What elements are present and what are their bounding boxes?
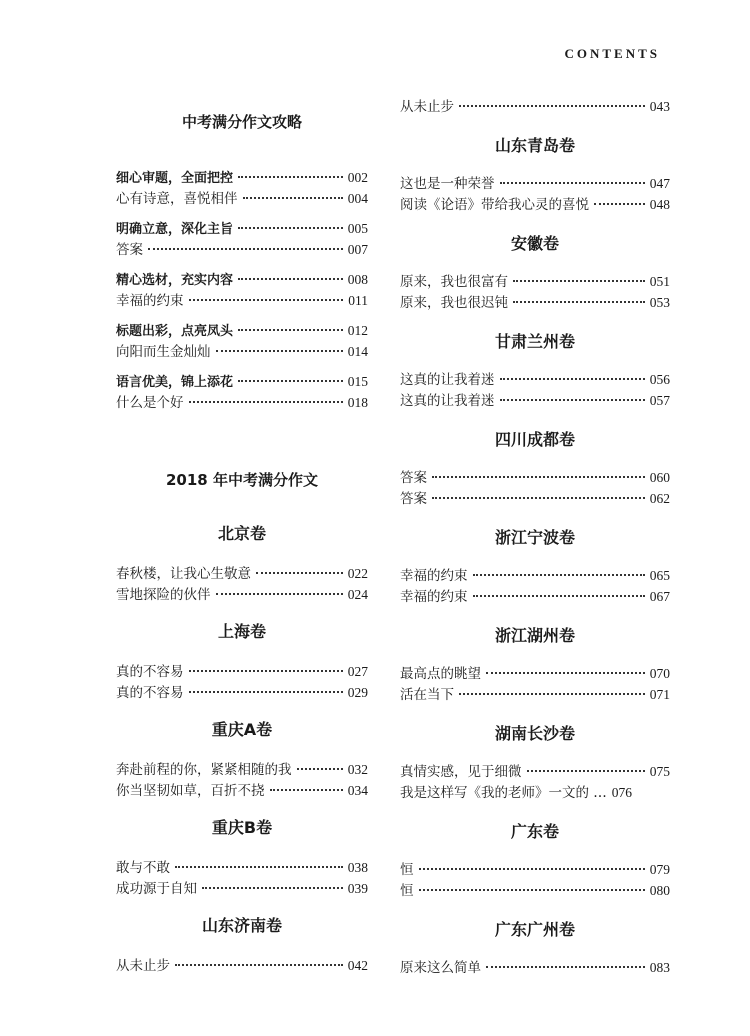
toc-entry[interactable] — [400, 859, 670, 880]
entry-title: 真的不容易 — [116, 685, 184, 701]
leader-dots — [473, 589, 645, 597]
entry-title: 细心审题，全面把控 — [116, 171, 234, 186]
entry-title: 恒 — [400, 883, 414, 899]
toc-entry[interactable] — [400, 194, 670, 215]
leader-dots — [202, 881, 343, 889]
entry-page: 065 — [649, 568, 670, 583]
entry-page: 024 — [347, 587, 368, 602]
entry-title: 最高点的眺望 — [400, 666, 481, 682]
entry-page: 076 — [611, 785, 633, 800]
toc-entry[interactable] — [400, 96, 670, 117]
toc-entry[interactable] — [400, 565, 670, 586]
section-title-beijing: 北京卷 — [217, 524, 266, 543]
toc-entry[interactable] — [400, 957, 670, 978]
leader-dots — [513, 274, 645, 282]
entry-page: 053 — [649, 295, 670, 310]
entry-title: 心有诗意，喜悦相伴 — [116, 191, 238, 207]
section-title-strategy: 中考满分作文攻略 — [181, 113, 302, 131]
entry-title: 明确立意，深化主旨 — [116, 222, 234, 237]
entry-page: 080 — [649, 883, 670, 898]
toc-entry[interactable] — [116, 857, 368, 878]
entry-page: 067 — [649, 589, 670, 604]
entry-title: 真情实感，见于细微 — [400, 764, 522, 780]
leader-dots — [500, 393, 645, 401]
entry-page: 083 — [649, 960, 670, 975]
toc-entry[interactable] — [116, 167, 368, 188]
leader-dots — [473, 568, 645, 576]
leader-dots — [175, 958, 343, 966]
toc-entry[interactable] — [400, 390, 670, 411]
toc-entry[interactable] — [116, 290, 368, 311]
toc-entry[interactable] — [116, 955, 368, 976]
entry-title: 原来，我也很富有 — [400, 274, 508, 290]
entry-page: 062 — [649, 491, 670, 506]
entry-title: 语言优美，锦上添花 — [116, 375, 234, 390]
toc-entry[interactable] — [116, 392, 368, 413]
entry-page: 060 — [649, 470, 670, 485]
toc-entry[interactable] — [116, 780, 368, 801]
leader-dots — [238, 272, 343, 280]
toc-entry[interactable] — [400, 586, 670, 607]
entry-page: 011 — [348, 293, 368, 308]
toc-entry[interactable] — [400, 761, 670, 782]
leader-dots — [297, 762, 343, 770]
leader-dots — [513, 295, 645, 303]
toc-entry[interactable] — [400, 488, 670, 509]
leader-dots — [238, 221, 343, 229]
toc-entry[interactable] — [116, 371, 368, 392]
entry-title: 幸福的约束 — [400, 589, 468, 605]
entry-page: 047 — [649, 176, 670, 191]
entry-page: 071 — [649, 687, 670, 702]
entry-title: 恒 — [400, 862, 414, 878]
section-title-2018: 2018 年中考满分作文 — [166, 471, 318, 489]
leader-dots — [486, 960, 645, 968]
section-title-chengdu: 四川成都卷 — [494, 430, 575, 449]
entry-page: 014 — [347, 344, 368, 359]
leader-dots — [243, 191, 343, 199]
entry-title: 真的不容易 — [116, 664, 184, 680]
entry-page: 002 — [347, 170, 368, 185]
entry-page: 048 — [649, 197, 670, 212]
entry-page: 039 — [347, 881, 368, 896]
entry-page: 051 — [649, 274, 670, 289]
entry-page: 018 — [347, 395, 368, 410]
leader-dots — [256, 566, 343, 574]
section-title-changsha: 湖南长沙卷 — [494, 724, 575, 743]
entry-page: 032 — [347, 762, 368, 777]
toc-entry[interactable] — [116, 341, 368, 362]
entry-title: 答案 — [400, 470, 427, 486]
entry-page: 042 — [347, 958, 368, 973]
leader-dots — [189, 664, 343, 672]
toc-entry[interactable] — [400, 369, 670, 390]
entry-page: 012 — [347, 323, 368, 338]
leader-dots — [216, 344, 343, 352]
leader-dots — [238, 170, 343, 178]
entry-title: 活在当下 — [400, 687, 454, 703]
entry-title: 精心选材，充实内容 — [116, 273, 234, 288]
entry-page: 079 — [649, 862, 670, 877]
entry-title: 答案 — [116, 242, 143, 258]
entry-page: 022 — [347, 566, 368, 581]
toc-entry[interactable] — [116, 239, 368, 260]
contents-header: CONTENTS — [564, 46, 660, 61]
leader-dots — [419, 883, 645, 891]
leader-dots — [175, 860, 343, 868]
entry-title: 从未止步 — [116, 958, 170, 974]
leader-dots — [432, 470, 645, 478]
entry-title: 幸福的约束 — [400, 568, 468, 584]
toc-entry[interactable] — [116, 563, 368, 584]
leader-dots — [486, 666, 645, 674]
entry-page: 007 — [347, 242, 368, 257]
entry-page: 034 — [347, 783, 368, 798]
entry-title: 向阳而生金灿灿 — [116, 344, 211, 360]
section-title-guangdong: 广东卷 — [510, 822, 559, 841]
leader-dots — [189, 395, 343, 403]
entry-page: 029 — [347, 685, 368, 700]
entry-title: 什么是个好 — [116, 395, 184, 411]
entry-title: 雪地探险的伙伴 — [116, 587, 211, 603]
entry-page: 043 — [649, 99, 670, 114]
entry-page: 038 — [347, 860, 368, 875]
toc-entry[interactable] — [400, 663, 670, 684]
entry-page: 070 — [649, 666, 670, 681]
toc-entry[interactable] — [116, 682, 368, 703]
entry-page: 057 — [649, 393, 670, 408]
entry-page: 005 — [347, 221, 368, 236]
toc-entry[interactable] — [116, 188, 368, 209]
entry-title: 这真的让我着迷 — [400, 372, 495, 388]
leader-dots — [459, 687, 645, 695]
entry-page: 075 — [649, 764, 670, 779]
entry-title: 标题出彩，点亮凤头 — [116, 324, 234, 339]
entry-title: 春秋楼，让我心生敬意 — [116, 566, 251, 582]
entry-title: 从未止步 — [400, 99, 454, 115]
entry-page: 056 — [649, 372, 670, 387]
leader-dots — [459, 99, 645, 107]
leader-dots — [270, 783, 343, 791]
entry-title: 奔赴前程的你，紧紧相随的我 — [116, 762, 292, 778]
entry-page: 008 — [347, 272, 368, 287]
leader-dots — [594, 197, 645, 205]
toc-entry[interactable] — [116, 584, 368, 605]
toc-entry[interactable] — [400, 782, 670, 803]
section-title-huzhou: 浙江湖州卷 — [494, 626, 575, 645]
leader-dots — [189, 685, 343, 693]
leader-dots — [189, 293, 344, 301]
section-title-chongqing-b: 重庆B卷 — [211, 818, 273, 837]
section-title-ningbo: 浙江宁波卷 — [494, 528, 575, 547]
entry-title: 答案 — [400, 491, 427, 507]
entry-title: 成功源于自知 — [116, 881, 197, 897]
toc-entry[interactable] — [116, 320, 368, 341]
section-title-qingdao: 山东青岛卷 — [494, 136, 575, 155]
section-title-shanghai: 上海卷 — [217, 622, 266, 641]
entry-title: 你当坚韧如草，百折不挠 — [116, 783, 265, 799]
section-title-guangzhou: 广东广州卷 — [494, 920, 575, 939]
entry-title: 原来，我也很迟钝 — [400, 295, 508, 311]
entry-page: 027 — [347, 664, 368, 679]
leader-dots — [216, 587, 343, 595]
entry-title: 敢与不敢 — [116, 860, 170, 876]
section-title-chongqing-a: 重庆A卷 — [211, 720, 273, 739]
leader-dots — [500, 372, 645, 380]
entry-title: 这也是一种荣誉 — [400, 176, 495, 192]
leader-dots — [432, 491, 645, 499]
toc-entry[interactable] — [116, 218, 368, 239]
leader-dots — [500, 176, 645, 184]
entry-title: 幸福的约束 — [116, 293, 184, 309]
toc-entry[interactable] — [116, 661, 368, 682]
leader-dots — [238, 374, 343, 382]
leader-dots — [238, 323, 343, 331]
toc-entry[interactable] — [400, 292, 670, 313]
entry-title: 阅读《论语》带给我心灵的喜悦 — [400, 197, 589, 213]
toc-entry[interactable] — [116, 759, 368, 780]
toc-entry[interactable] — [116, 269, 368, 290]
toc-entry[interactable] — [116, 878, 368, 899]
section-title-lanzhou: 甘肃兰州卷 — [494, 332, 575, 351]
toc-entry[interactable] — [400, 173, 670, 194]
toc-entry[interactable] — [400, 271, 670, 292]
section-title-jinan: 山东济南卷 — [201, 916, 282, 935]
toc-entry[interactable] — [400, 467, 670, 488]
entry-title: 这真的让我着迷 — [400, 393, 495, 409]
leader-dots — [527, 764, 645, 772]
section-title-anhui: 安徽卷 — [510, 234, 559, 253]
entry-title: 我是这样写《我的老师》一文的 … — [400, 785, 607, 801]
leader-dots — [419, 862, 645, 870]
entry-page: 004 — [347, 191, 368, 206]
leader-dots — [148, 242, 343, 250]
toc-entry[interactable] — [400, 880, 670, 901]
toc-entry[interactable] — [400, 684, 670, 705]
entry-page: 015 — [347, 374, 368, 389]
entry-title: 原来这么简单 — [400, 960, 481, 976]
